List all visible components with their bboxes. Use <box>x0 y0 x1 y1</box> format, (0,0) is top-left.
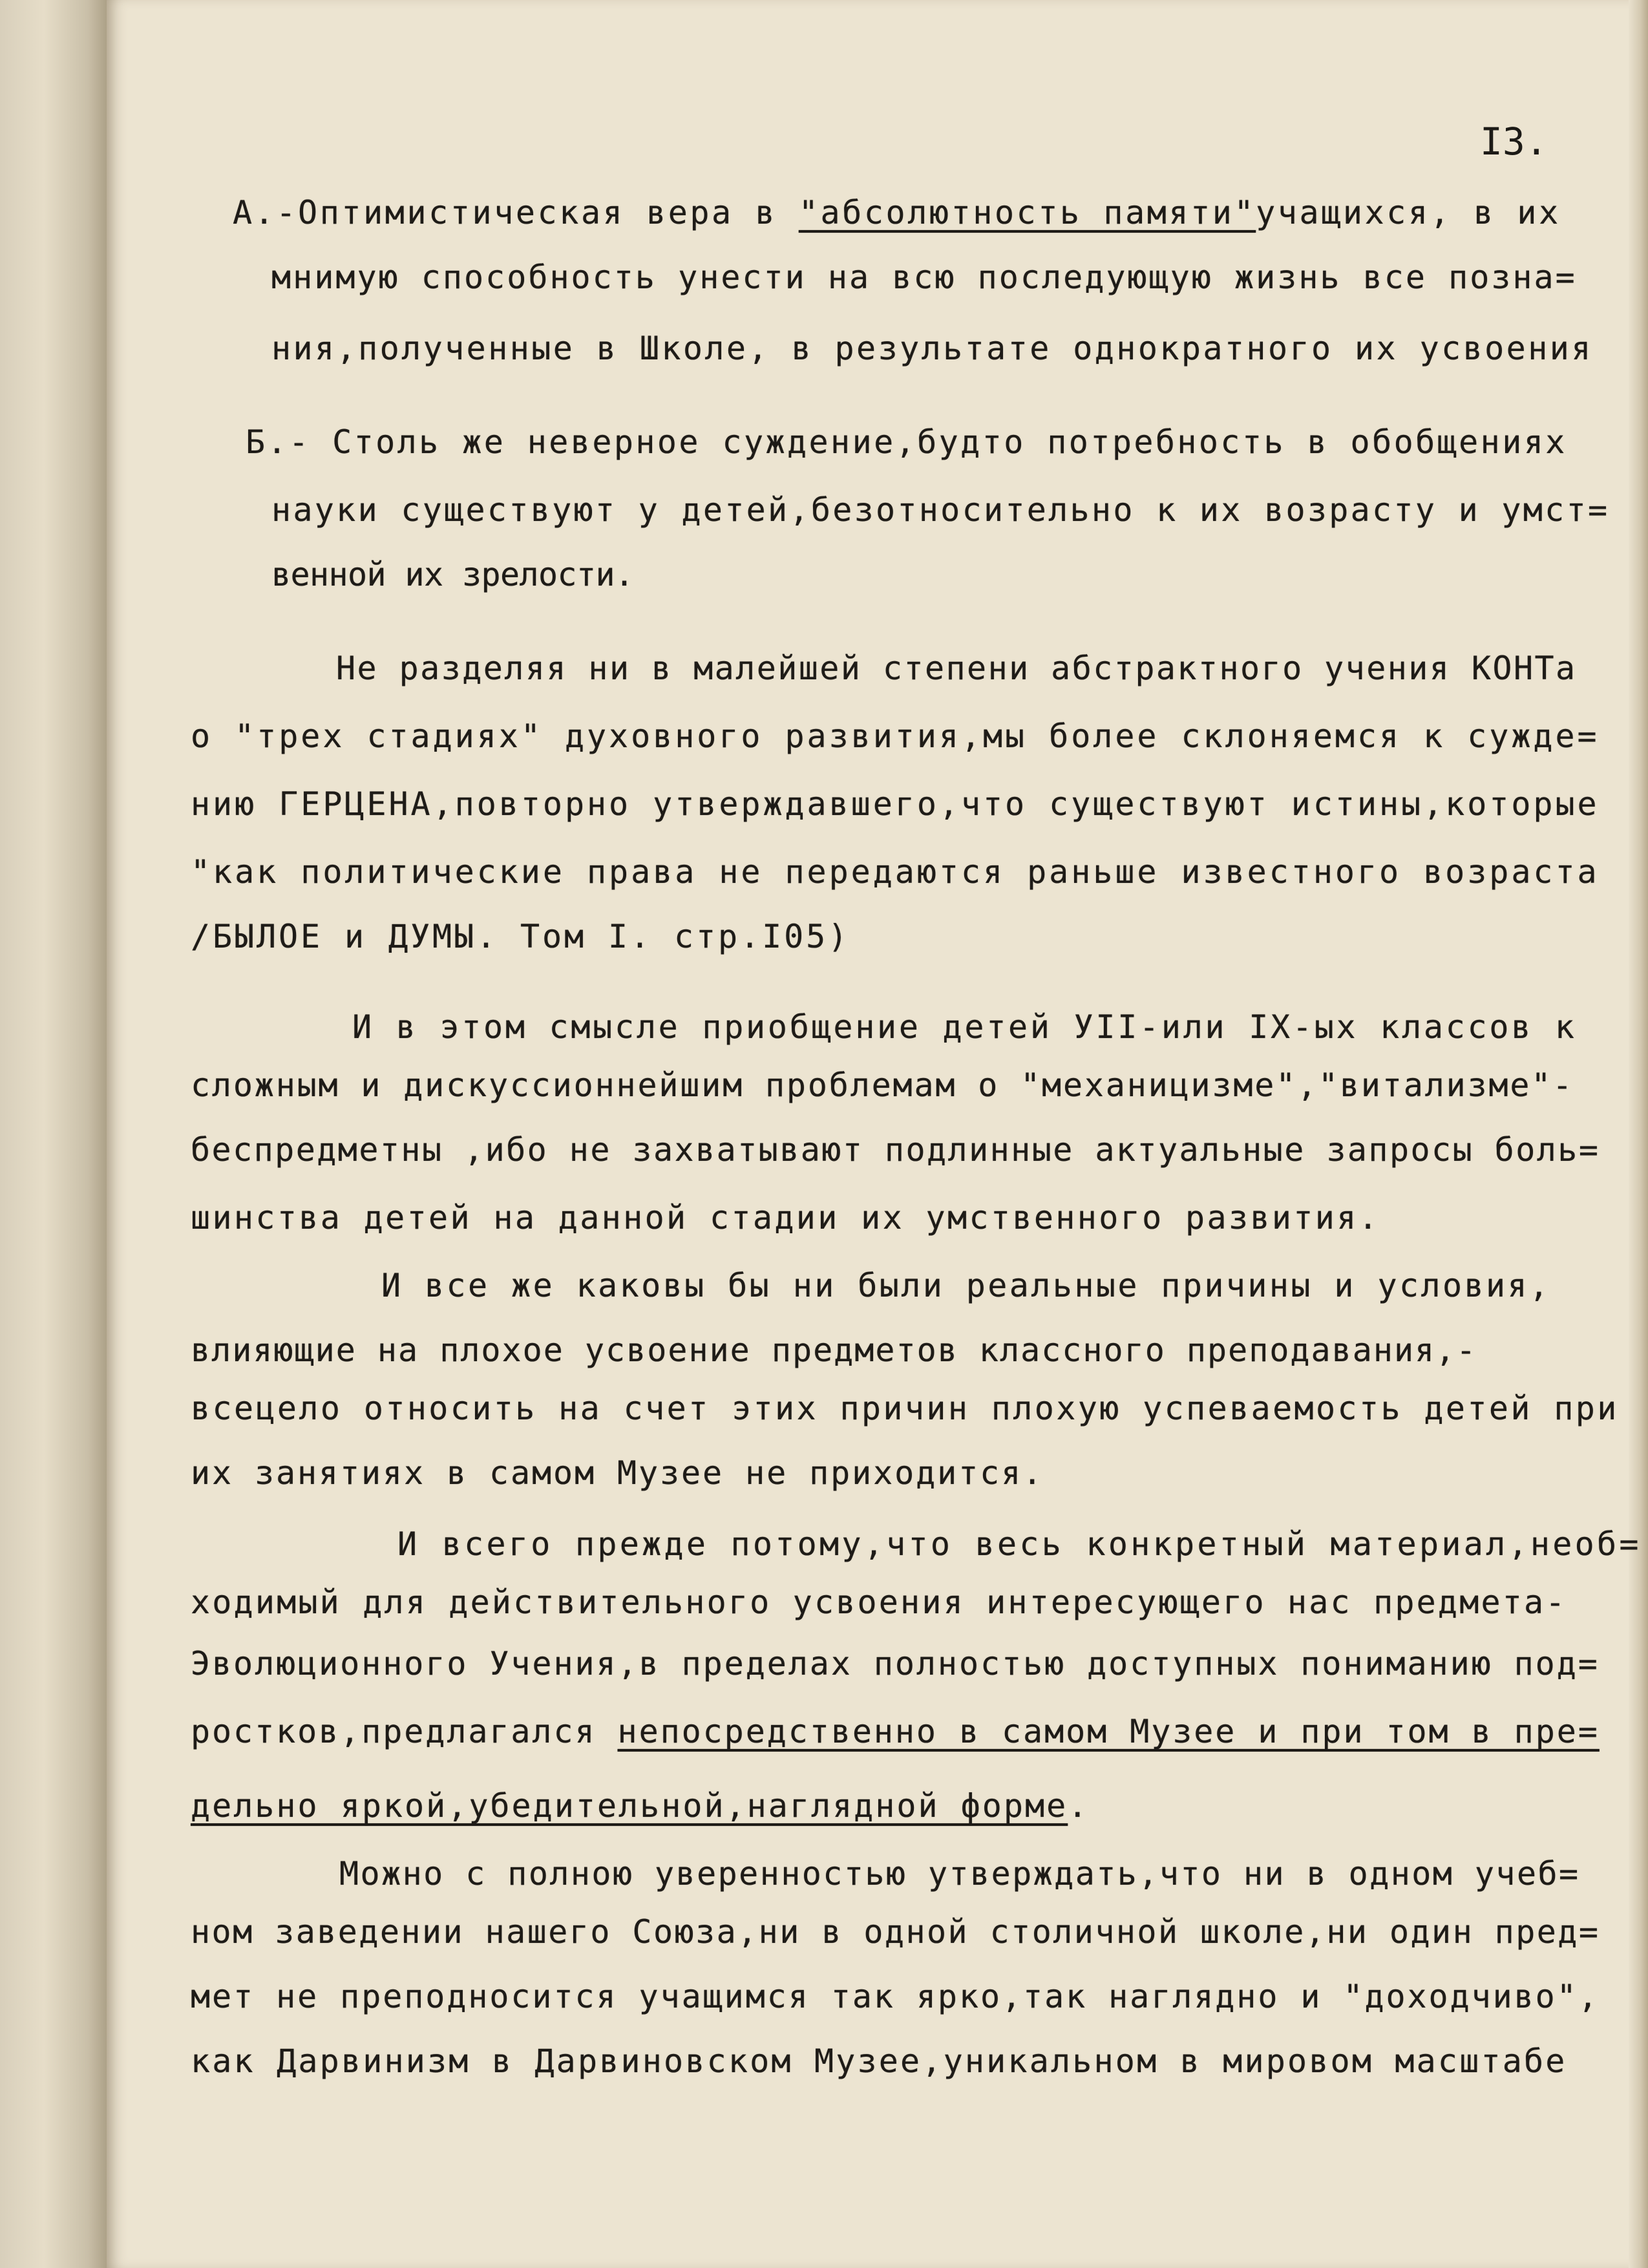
text-segment: их занятиях в самом Музее не приходится. <box>191 1454 1044 1492</box>
text-segment: учащихся, в их <box>1256 194 1561 231</box>
text-line <box>191 2042 1567 2080</box>
text-segment: венной их зрелости. <box>271 556 634 593</box>
text-line <box>336 650 1577 687</box>
text-line <box>191 853 1600 891</box>
text-segment: А.-Оптимистическая вера в <box>233 194 799 231</box>
text-line <box>246 423 1567 461</box>
text-line <box>397 1525 1642 1563</box>
text-line <box>271 556 633 593</box>
text-segment: всецело относить на счет этих причин плохую успеваемость детей при <box>191 1390 1619 1427</box>
text-line <box>191 1066 1574 1104</box>
text-segment: как Дарвинизм в Дарвиновском Музее,уникальном в мировом масштабе <box>191 2042 1567 2080</box>
text-segment: И в этом смысле приобщение детей УII-или IХ-ых классов к <box>352 1008 1577 1046</box>
text-segment: о "трех стадиях" духовного развития,мы более склоняемся к сужде= <box>191 717 1600 755</box>
text-segment: ния,полученные в Школе, в результате однократного их усвоения <box>271 330 1593 367</box>
text-segment: Эволюционного Учения,в пределах полностью доступных пониманию под= <box>191 1645 1600 1682</box>
text-line <box>191 1978 1600 2015</box>
text-line <box>271 491 1609 529</box>
text-segment: мет не преподносится учащимся так ярко,так наглядно и "доходчиво", <box>191 1978 1600 2015</box>
text-line <box>339 1855 1580 1892</box>
text-line <box>191 1584 1567 1621</box>
text-segment: . <box>1068 1787 1090 1825</box>
text-line <box>191 918 850 955</box>
text-segment: Можно с полною уверенностью утверждать,что ни в одном учеб= <box>339 1855 1580 1892</box>
text-line <box>191 717 1600 755</box>
page-number: I3. <box>1480 120 1548 164</box>
text-line <box>271 330 1593 367</box>
text-segment: /БЫЛОЕ и ДУМЫ. Том I. стр.I05) <box>191 918 850 955</box>
text-segment: нию ГЕРЦЕНА,повторно утверждавшего,что существуют истины,которые <box>191 785 1600 823</box>
text-segment: шинства детей на данной стадии их умственного развития. <box>191 1199 1380 1236</box>
text-line <box>191 1645 1600 1682</box>
text-segment: Б.- Столь же неверное суждение,будто потребность в обобщениях <box>246 423 1567 461</box>
text-segment: беспредметны ,ибо не захватывают подлинные актуальные запросы боль= <box>191 1131 1600 1169</box>
text-segment: науки существуют у детей,безотносительно к их возрасту и умст= <box>271 491 1610 529</box>
text-line <box>191 1199 1380 1236</box>
text-segment: Не разделяя ни в малейшей степени абстрактного учения КОНТа <box>336 650 1577 687</box>
text-line <box>233 194 1561 231</box>
text-segment: сложным и дискуссионнейшим проблемам о "механицизме","витализме"- <box>191 1066 1574 1104</box>
text-line <box>381 1267 1551 1304</box>
text-segment: И всего прежде потому,что весь конкретный материал,необ= <box>397 1525 1642 1563</box>
underlined-text: "абсолютность памяти" <box>798 194 1256 231</box>
page-edge <box>1629 0 1648 2268</box>
text-line <box>191 1331 1477 1369</box>
underlined-text: непосредственно в самом Музее и при том в пре= <box>617 1713 1600 1750</box>
text-segment: ном заведении нашего Союза,ни в одной столичной школе,ни один пред= <box>191 1913 1600 1951</box>
text-line <box>191 1913 1600 1951</box>
binding-strip <box>0 0 110 2268</box>
text-line <box>191 785 1600 823</box>
text-line <box>191 1713 1600 1750</box>
text-segment: ростков,предлагался <box>191 1713 618 1750</box>
text-line <box>191 1787 1089 1825</box>
text-segment: "как политические права не передаются раньше известного возраста <box>191 853 1600 891</box>
text-line <box>352 1008 1577 1046</box>
text-segment: И все же каковы бы ни были реальные причины и условия, <box>381 1267 1551 1304</box>
text-line <box>271 259 1577 296</box>
text-segment: мнимую способность унести на всю последующую жизнь все позна= <box>271 259 1577 296</box>
text-segment: влияющие на плохое усвоение предметов классного преподавания,- <box>191 1331 1477 1369</box>
text-line <box>191 1454 1044 1492</box>
text-line <box>191 1131 1600 1169</box>
text-line <box>191 1390 1619 1427</box>
underlined-text: дельно яркой,убедительной,наглядной форме <box>191 1787 1068 1825</box>
text-segment: ходимый для действительного усвоения интересующего нас предмета- <box>191 1584 1567 1621</box>
